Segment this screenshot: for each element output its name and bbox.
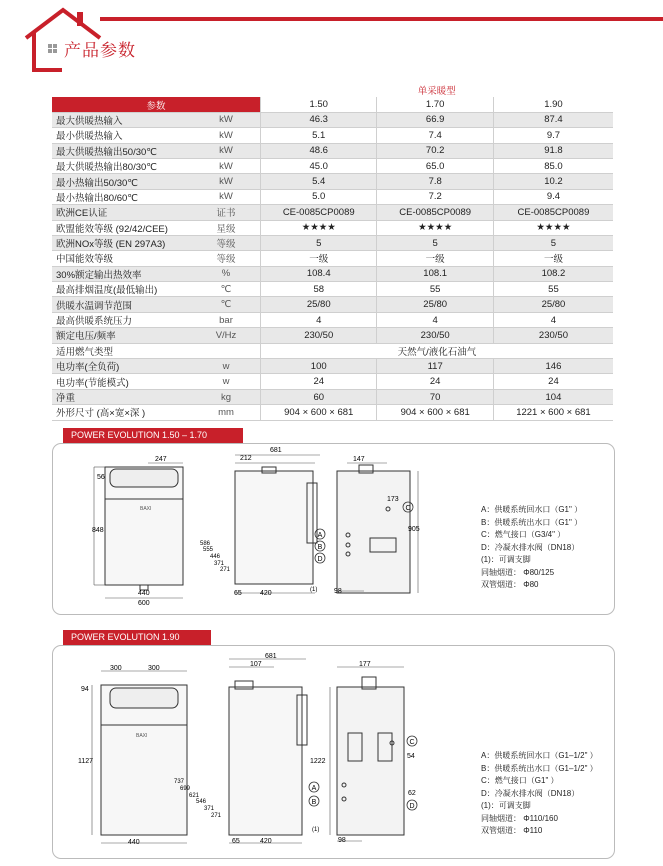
table-row: [52, 328, 613, 343]
model-header: 1.90: [493, 97, 613, 112]
dim-681: 681: [270, 447, 282, 454]
legend-item: (1)：可调支脚: [481, 555, 531, 564]
legend-item: D：冷凝水排水阀（DN18）: [481, 542, 580, 552]
row-unit: %: [192, 266, 261, 281]
dim-94: 94: [81, 686, 89, 693]
row-unit: w: [192, 374, 261, 389]
row-value: 91.8: [493, 143, 613, 158]
table-row: [52, 143, 613, 158]
row-label: 最大供暖热输入: [52, 112, 192, 127]
table-row: [52, 405, 613, 420]
side-view-2: [229, 681, 307, 835]
row-value: 46.3: [261, 112, 377, 127]
row-label: 供暖水温调节范围: [52, 297, 192, 312]
table-row: [52, 297, 613, 312]
row-value: 65.0: [377, 158, 493, 173]
row-unit: [192, 343, 261, 358]
note-1-2: (1): [312, 827, 320, 833]
row-label: 30%额定输出热效率: [52, 266, 192, 281]
dim-621: 621: [189, 793, 200, 799]
brand-mark: BAXI: [140, 506, 152, 512]
marker-d: D: [317, 556, 323, 563]
row-value: 230/50: [493, 328, 613, 343]
row-unit: kW: [192, 158, 261, 173]
row-value: 904 × 600 × 681: [377, 405, 493, 420]
row-value: 7.2: [377, 189, 493, 204]
row-label: 欧洲CE认证: [52, 205, 192, 220]
row-value: 58: [261, 282, 377, 297]
row-unit: kW: [192, 128, 261, 143]
table-row: [52, 189, 613, 204]
brand-mark-2: BAXI: [136, 733, 148, 739]
marker-a-2: A: [311, 785, 317, 792]
row-unit: kW: [192, 174, 261, 189]
row-value: 70: [377, 389, 493, 404]
row-value: ★★★★: [377, 220, 493, 235]
table-row: [52, 251, 613, 266]
row-value: 230/50: [261, 328, 377, 343]
row-unit: 星级: [192, 220, 261, 235]
table-row: [52, 174, 613, 189]
dim-420: 420: [260, 590, 272, 597]
dim-247: 247: [155, 456, 167, 463]
row-value: 230/50: [377, 328, 493, 343]
legend-item: A：供暖系统回水口（G1" ）: [481, 505, 583, 514]
dim-681-2: 681: [265, 653, 277, 660]
table-row: [52, 235, 613, 250]
front-view-1: [105, 467, 183, 590]
row-value: 10.2: [493, 174, 613, 189]
row-label: 额定电压/频率: [52, 328, 192, 343]
legend-item: B：供暖系统出水口（G1" ）: [481, 517, 583, 527]
row-unit: kW: [192, 112, 261, 127]
row-value: 104: [493, 389, 613, 404]
dim-600: 600: [138, 600, 150, 607]
dim-173: 173: [387, 496, 399, 503]
row-unit: bar: [192, 312, 261, 327]
row-value: 108.4: [261, 266, 377, 281]
row-value: 4: [493, 312, 613, 327]
dim-555: 555: [203, 547, 214, 553]
dim-147: 147: [353, 456, 365, 463]
dim-98: 98: [334, 588, 342, 595]
row-label: 最高排烟温度(最低输出): [52, 282, 192, 297]
row-label: 最小热输出50/30℃: [52, 174, 192, 189]
dim-271: 271: [220, 567, 231, 573]
rear-view-1: [337, 465, 410, 593]
row-value: 87.4: [493, 112, 613, 127]
table-row: [52, 312, 613, 327]
row-label: 中国能效等级: [52, 251, 192, 266]
marker-d-2: D: [409, 803, 415, 810]
row-label: 最高供暖系统压力: [52, 312, 192, 327]
row-value: 108.1: [377, 266, 493, 281]
section2-legend: [481, 750, 598, 838]
model-header: 1.70: [377, 97, 493, 112]
param-header: 参数: [52, 97, 261, 112]
legend-item: 同轴烟道： Φ110/160: [481, 813, 558, 823]
dim-65: 65: [234, 590, 242, 597]
row-value: 66.9: [377, 112, 493, 127]
row-value: 5.4: [261, 174, 377, 189]
dim-1127: 1127: [78, 758, 94, 765]
section1-legend: [481, 504, 582, 592]
dim-62: 62: [408, 790, 416, 797]
row-value: 24: [377, 374, 493, 389]
dim-371: 371: [214, 561, 225, 567]
row-value: 5: [493, 235, 613, 250]
row-label: 最小供暖热输入: [52, 128, 192, 143]
table-row: [52, 205, 613, 220]
row-value: 天然气/液化石油气: [261, 343, 614, 358]
row-value: CE-0085CP0089: [377, 205, 493, 220]
table-row: [52, 374, 613, 389]
dim-737: 737: [174, 779, 185, 785]
page-title: 产品参数: [64, 41, 136, 60]
row-value: 4: [377, 312, 493, 327]
row-value: 146: [493, 359, 613, 374]
legend-item: A：供暖系统回水口（G1–1/2" ）: [481, 751, 598, 760]
row-unit: ℃: [192, 297, 261, 312]
row-value: 一级: [377, 251, 493, 266]
row-label: 适用燃气类型: [52, 343, 192, 358]
row-value: 904 × 600 × 681: [261, 405, 377, 420]
dim-65-2: 65: [232, 838, 240, 845]
row-unit: V/Hz: [192, 328, 261, 343]
row-value: CE-0085CP0089: [493, 205, 613, 220]
legend-item: C：燃气接口（G3/4" ）: [481, 530, 566, 539]
marker-a: A: [317, 532, 323, 539]
row-value: 60: [261, 389, 377, 404]
row-value: 5.1: [261, 128, 377, 143]
marker-b: B: [317, 544, 323, 551]
row-label: 欧洲NOx等级 (EN 297A3): [52, 235, 192, 250]
table-row: [52, 282, 613, 297]
legend-item: C：燃气接口（G1" ）: [481, 776, 559, 785]
row-value: CE-0085CP0089: [261, 205, 377, 220]
table-row: [52, 128, 613, 143]
row-value: 7.4: [377, 128, 493, 143]
spec-table: [52, 83, 613, 421]
dim-300-r: 300: [148, 665, 160, 672]
row-value: 5: [261, 235, 377, 250]
legend-item: (1)：可调支脚: [481, 801, 531, 810]
row-value: 5: [377, 235, 493, 250]
row-value: 7.8: [377, 174, 493, 189]
section1-drawings: [52, 443, 472, 613]
row-value: 5.0: [261, 189, 377, 204]
rear-view-2: [337, 677, 404, 835]
row-value: 117: [377, 359, 493, 374]
legend-item: 同轴烟道： Φ80/125: [481, 567, 555, 577]
dim-1222: 1222: [310, 758, 326, 765]
row-label: 最大供暖热输出50/30℃: [52, 143, 192, 158]
note-1: (1): [310, 587, 318, 593]
dim-54: 54: [407, 753, 415, 760]
row-value: 70.2: [377, 143, 493, 158]
dim-300-l: 300: [110, 665, 122, 672]
row-unit: mm: [192, 405, 261, 420]
row-value: 一级: [493, 251, 613, 266]
row-label: 电功率(全负荷): [52, 359, 192, 374]
table-row: [52, 112, 613, 127]
dim-546: 546: [196, 799, 207, 805]
dim-212: 212: [240, 455, 252, 462]
dim-446: 446: [210, 554, 221, 560]
row-unit: kg: [192, 389, 261, 404]
row-value: 55: [377, 282, 493, 297]
dim-848: 848: [92, 527, 104, 534]
dim-586: 586: [200, 541, 211, 547]
dim-905: 905: [408, 526, 420, 533]
row-unit: kW: [192, 189, 261, 204]
row-value: 108.2: [493, 266, 613, 281]
dim-56: 56: [97, 474, 105, 481]
model-header: 1.50: [261, 97, 377, 112]
legend-item: 双管烟道： Φ110: [481, 826, 543, 835]
row-unit: 等级: [192, 235, 261, 250]
row-value: 4: [261, 312, 377, 327]
table-row: [52, 266, 613, 281]
dim-699: 699: [180, 786, 191, 792]
row-label: 最小热输出80/60℃: [52, 189, 192, 204]
row-label: 净重: [52, 389, 192, 404]
table-row: [52, 389, 613, 404]
row-value: 48.6: [261, 143, 377, 158]
row-value: ★★★★: [261, 220, 377, 235]
header-rule: [100, 17, 663, 21]
table-row: [52, 359, 613, 374]
row-label: 外形尺寸 (高×宽×深 ): [52, 405, 192, 420]
row-unit: ℃: [192, 282, 261, 297]
row-unit: 等级: [192, 251, 261, 266]
row-unit: w: [192, 359, 261, 374]
group-title: 单采暖型: [417, 86, 456, 98]
row-value: 55: [493, 282, 613, 297]
dim-177: 177: [359, 661, 371, 668]
row-unit: 证书: [192, 205, 261, 220]
row-value: 9.7: [493, 128, 613, 143]
row-value: 100: [261, 359, 377, 374]
marker-c-2: C: [409, 739, 415, 746]
front-view-2: [101, 685, 187, 835]
dim-420-2: 420: [260, 838, 272, 845]
marker-c: C: [405, 505, 411, 512]
row-label: 电功率(节能模式): [52, 374, 192, 389]
legend-item: B：供暖系统出水口（G1–1/2" ）: [481, 763, 598, 773]
row-label: 欧盟能效等级 (92/42/CEE): [52, 220, 192, 235]
row-value: 25/80: [261, 297, 377, 312]
dim-440: 440: [138, 590, 150, 597]
legend-item: D：冷凝水排水阀（DN18）: [481, 788, 580, 798]
section2-drawings: [52, 645, 472, 857]
row-value: 24: [261, 374, 377, 389]
row-value: 25/80: [493, 297, 613, 312]
row-value: 1221 × 600 × 681: [493, 405, 613, 420]
dim-107: 107: [250, 661, 262, 668]
row-label: 最大供暖热输出80/30℃: [52, 158, 192, 173]
row-unit: kW: [192, 143, 261, 158]
table-row: [52, 343, 613, 358]
row-value: ★★★★: [493, 220, 613, 235]
legend-item: 双管烟道： Φ80: [481, 580, 539, 589]
row-value: 9.4: [493, 189, 613, 204]
table-row: [52, 158, 613, 173]
dim-271-2: 271: [211, 813, 222, 819]
table-row: [52, 220, 613, 235]
section2-tab: POWER EVOLUTION 1.90: [63, 630, 211, 645]
side-view-1: [235, 467, 317, 584]
dim-440-2: 440: [128, 839, 140, 846]
dim-371-2: 371: [204, 806, 215, 812]
row-value: 25/80: [377, 297, 493, 312]
row-value: 一级: [261, 251, 377, 266]
row-value: 45.0: [261, 158, 377, 173]
dim-98-2: 98: [338, 837, 346, 844]
row-value: 24: [493, 374, 613, 389]
marker-b-2: B: [311, 799, 317, 806]
row-value: 85.0: [493, 158, 613, 173]
section1-tab: POWER EVOLUTION 1.50 – 1.70: [63, 428, 243, 443]
